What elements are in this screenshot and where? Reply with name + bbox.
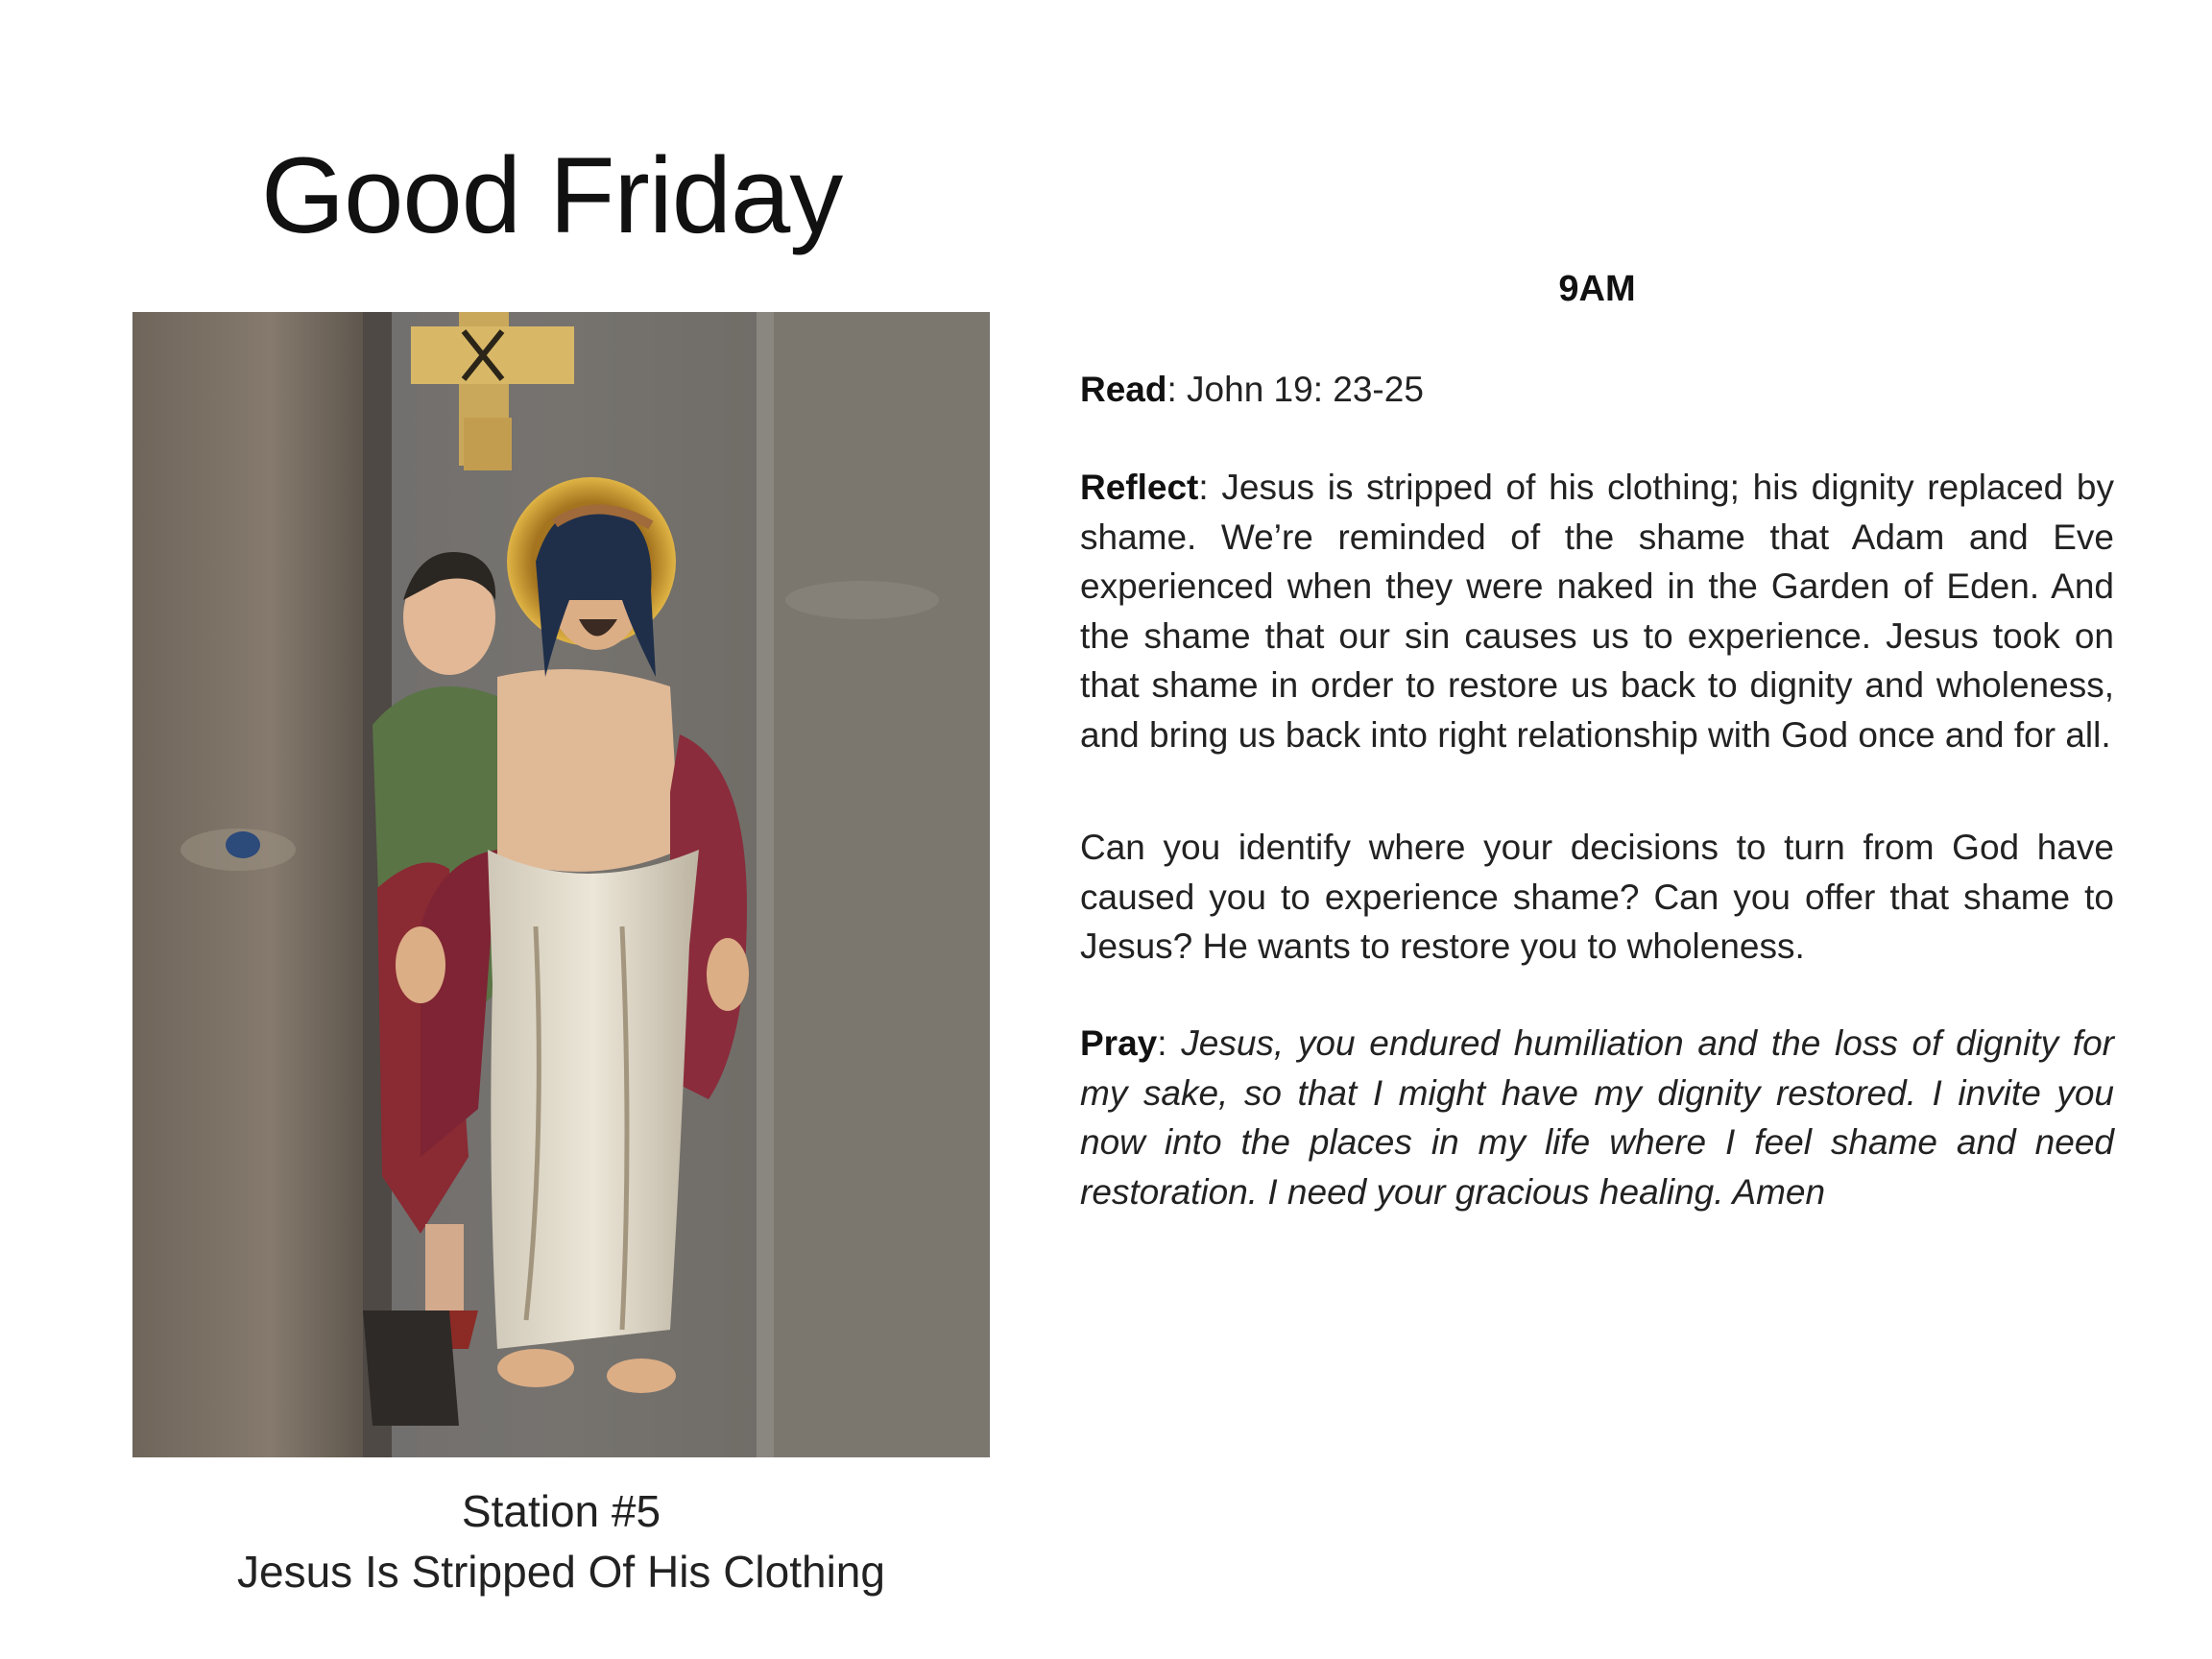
station-photo	[132, 312, 990, 1457]
read-separator: :	[1166, 370, 1188, 409]
pray-separator: :	[1157, 1023, 1182, 1063]
question-paragraph: Can you identify where your decisions to turn from God have caused you to experience shame? Can you offer that shame to Jesus? He wants to restore you to wholeness.	[1080, 828, 2114, 966]
statue-illustration	[132, 312, 990, 1457]
pray-text: Jesus, you endured humiliation and the loss of dignity for my sake, so that I might have my dignity restored. I invite you now into the places in my life where I feel shame and need restoration. I need your gracious healing. Amen	[1080, 1023, 2114, 1212]
reflect-label: Reflect	[1080, 468, 1199, 507]
pray-section	[1080, 1019, 2114, 1216]
reflect-section	[1080, 463, 2114, 759]
pray-label: Pray	[1080, 1023, 1158, 1063]
reflect-text: Jesus is stripped of his clothing; his dignity replaced by shame. We’re reminded of the shame that Adam and Eve experienced when they were naked in the Garden of Eden. And the shame that our sin causes us to experience. Jesus took on that shame in order to restore us back to dignity and wholeness, and bring us back into right relationship with God once and for all.	[1080, 468, 2115, 755]
page-title: Good Friday	[261, 135, 843, 255]
service-time: 9AM	[1558, 269, 1636, 309]
reflect-separator: :	[1198, 468, 1222, 507]
read-reference: John 19: 23-25	[1187, 370, 1424, 409]
station-title: Jesus Is Stripped Of His Clothing	[237, 1547, 885, 1597]
read-label: Read	[1080, 370, 1167, 409]
read-section	[1080, 365, 2114, 415]
station-number: Station #5	[461, 1486, 661, 1536]
